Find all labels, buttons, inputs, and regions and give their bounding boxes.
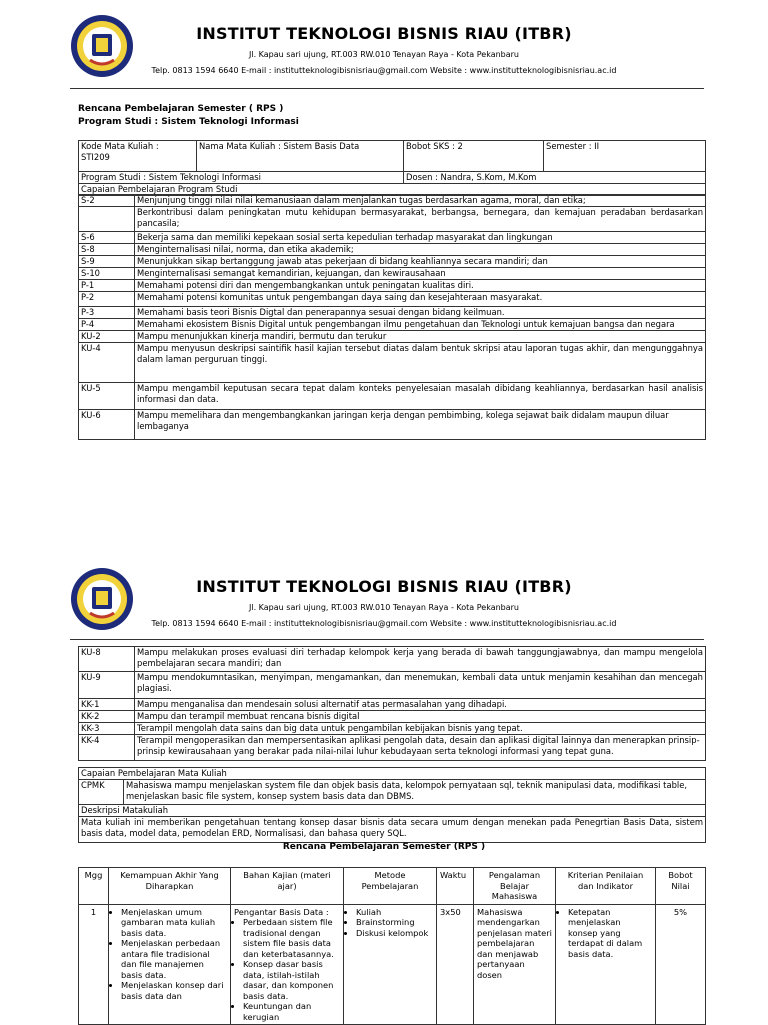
cpl-code: KU-2: [79, 331, 135, 343]
table-row: [79, 268, 706, 280]
table-row: [79, 331, 706, 343]
table-row: [79, 904, 706, 1025]
table-row: [79, 383, 706, 410]
col-pengalaman: Pengalaman Belajar Mahasiswa: [474, 868, 556, 905]
table-row: [79, 244, 706, 256]
bahan-item: • Keuntungan dan kerugian: [243, 1001, 340, 1022]
doc-program: Program Studi : Sistem Teknologi Informasi: [78, 117, 299, 127]
cpl-text: Memahami basis teori Bisnis Digtal dan penerapannya sesuai dengan bidang keilmuan.: [135, 307, 706, 319]
cpl-text: Terampil mengolah data sains dan big data untuk pengambilan kebijakan bisnis yang tepat.: [135, 723, 706, 735]
cpl-code: KU-6: [79, 410, 135, 440]
header-rule: [70, 639, 704, 640]
col-bahan: Bahan Kajian (materi ajar): [231, 868, 344, 905]
col-bobot: Bobot Nilai: [656, 868, 706, 905]
course-info-table: [78, 140, 706, 196]
table-row: [79, 256, 706, 268]
kemampuan-item: • Menjelaskan perbedaan antara file tradisional dan file manajemen basis data.: [121, 938, 227, 980]
bahan-item: • Konsep dasar basis data, istilah-istilah dasar, dan komponen basis data.: [243, 959, 340, 1001]
table-row: [79, 319, 706, 331]
col-metode: Metode Pembelajaran: [344, 868, 437, 905]
cpl-text: Bekerja sama dan memiliki kepekaan sosial serta kepedulian terhadap masyarakat dan lingkungan: [135, 232, 706, 244]
cpl-code: P-1: [79, 280, 135, 292]
bahan-cell: [231, 904, 344, 1025]
cpl-table-2: [78, 646, 706, 761]
cpmk-table: [78, 767, 706, 843]
cpl-code: [79, 207, 135, 232]
kemampuan-item: • Menjelaskan umum gambaran mata kuliah basis data.: [121, 907, 227, 939]
course-code-label: Kode Mata Kuliah :: [81, 141, 159, 151]
table-row: [79, 307, 706, 319]
institution-name: INSTITUT TEKNOLOGI BISNIS RIAU (ITBR): [196, 24, 572, 43]
metode-cell: [344, 904, 437, 1025]
cpl-code: KK-1: [79, 699, 135, 711]
cpl-text: Menunjukkan sikap bertanggung jawab atas pekerjaan di bidang keahliannya secara mandiri; dan: [135, 256, 706, 268]
table-row: [79, 195, 706, 207]
institution-contact: Telp. 0813 1594 6640 E-mail : institutteknologibisnisriau@gmail.com Website : www.institutteknologibisnisriau.ac.id: [151, 66, 617, 75]
col-waktu: Waktu: [437, 868, 474, 905]
week-number: 1: [79, 904, 109, 1025]
col-mgg: Mgg: [79, 868, 109, 905]
metode-item: • Kuliah: [356, 907, 433, 918]
cpl-code: S-2: [79, 195, 135, 207]
kemampuan-item: • Menjelaskan konsep dari basis data dan: [121, 980, 227, 1001]
cpl-text: Mampu melakukan proses evaluasi diri terhadap kelompok kerja yang berada di bawah tanggungjawabnya, dan mampu mengelola pembelajaran secara mandiri; dan: [135, 647, 706, 672]
cpl-text: Terampil mengoperasikan dan mempersentasikan aplikasi pengolah data, desain dan aplikasi digital lainnya dan menerapkan prinsip-prinsip kewirausahaan yang berakar pada nilai-nilai luhur kebudayaan serta teknologi informasi yang tepat guna.: [135, 735, 706, 761]
cpmk-code: CPMK: [79, 780, 124, 805]
cpl-code: S-6: [79, 232, 135, 244]
course-name: Nama Mata Kuliah : Sistem Basis Data: [197, 141, 404, 172]
cpl-text: Mampu menyusun deskripsi saintifik hasil kajian tersebut diatas dalam bentuk skripsi atau laporan tugas akhir, dan mengunggahnya dalam laman perguruan tinggi.: [135, 343, 706, 383]
course-prodi: Program Studi : Sistem Teknologi Informasi: [79, 172, 404, 184]
cpl-text: Berkontribusi dalam peningkatan mutu kehidupan bermasyarakat, berbangsa, bernegara, dan kemajuan peradaban berdasarkan pancasila;: [135, 207, 706, 232]
table-row: [79, 711, 706, 723]
table-row: [79, 343, 706, 383]
course-dosen: Dosen : Nandra, S.Kom, M.Kom: [404, 172, 706, 184]
bahan-item: • Perbedaan sistem file tradisional dengan sistem file basis data dan keterbatasannya.: [243, 917, 340, 959]
cpl-text: Menginternalisasi nilai, norma, dan etika akademik;: [135, 244, 706, 256]
cpl-code: KU-4: [79, 343, 135, 383]
cpl-text: Menjunjung tinggi nilai nilai kemanusiaan dalam menjalankan tugas berdasarkan agama, moral, dan etika;: [135, 195, 706, 207]
rps-table: [78, 867, 706, 1025]
letterhead-1: [0, 0, 768, 100]
cpl-code: KU-5: [79, 383, 135, 410]
waktu-cell: 3x50: [437, 904, 474, 1025]
table-row: [79, 699, 706, 711]
institution-address: Jl. Kapau sari ujung, RT.003 RW.010 Tenayan Raya - Kota Pekanbaru: [249, 50, 519, 59]
kriteria-cell: [556, 904, 656, 1025]
bobot-cell: 5%: [656, 904, 706, 1025]
cpl-text: Mampu menunjukkan kinerja mandiri, bermutu dan terukur: [135, 331, 706, 343]
kriteria-item: • Ketepatan menjelaskan konsep yang terdapat di dalam basis data.: [568, 907, 652, 960]
cpl-code: KU-8: [79, 647, 135, 672]
course-sks: Bobot SKS : 2: [404, 141, 544, 172]
pengalaman-cell: Mahasiswa mendengarkan penjelasan materi pembelajaran dan menjawab pertanyaan dosen: [474, 904, 556, 1025]
cpl-text: Mampu mendokumntasikan, menyimpan, mengamankan, dan menemukan, kembali data untuk menjamin kesahihan dan mencegah plagiasi.: [135, 672, 706, 699]
header-rule: [70, 88, 704, 89]
bahan-intro: Pengantar Basis Data :: [234, 906, 329, 917]
cpl-text: Memahami potensi diri dan mengembangkankan untuk peningatan kualitas diri.: [135, 280, 706, 292]
institution-address: Jl. Kapau sari ujung, RT.003 RW.010 Tenayan Raya - Kota Pekanbaru: [249, 603, 519, 612]
table-row: [79, 232, 706, 244]
table-row: [79, 410, 706, 440]
cpmk-heading: Capaian Pembelajaran Mata Kuliah: [79, 768, 706, 780]
institution-name: INSTITUT TEKNOLOGI BISNIS RIAU (ITBR): [196, 577, 572, 596]
course-semester: Semester : II: [544, 141, 706, 172]
metode-item: • Diskusi kelompok: [356, 928, 433, 939]
institution-contact: Telp. 0813 1594 6640 E-mail : institutteknologibisnisriau@gmail.com Website : www.institutteknologibisnisriau.ac.id: [151, 619, 617, 628]
col-kemampuan: Kemampuan Akhir Yang Diharapkan: [109, 868, 231, 905]
cpl-code: KK-3: [79, 723, 135, 735]
cpl-code: KK-2: [79, 711, 135, 723]
cpl-text: Memahami ekosistem Bisnis Digital untuk pengembangan ilmu pengetahuan dan Teknologi untuk kemajuan bangsa dan negara: [135, 319, 706, 331]
table-row: [79, 672, 706, 699]
cpl-text: Memahami potensi komunitas untuk pengembangan daya saing dan kesejahteraan masyarakat.: [135, 292, 706, 307]
cpl-code: KU-9: [79, 672, 135, 699]
table-row: [79, 735, 706, 761]
cpl-heading: Capaian Pembelajaran Program Studi: [79, 184, 706, 196]
cpl-text: Mampu memelihara dan mengembangkankan jaringan kerja dengan pembimbing, kolega sejawat baik didalam maupun diluar lembaganya: [135, 410, 706, 440]
cpl-code: P-4: [79, 319, 135, 331]
table-row: [79, 647, 706, 672]
deskripsi-heading: Deskripsi Matakuliah: [79, 805, 706, 817]
cpl-text: Mampu menganalisa dan mendesain solusi alternatif atas permasalahan yang dihadapi.: [135, 699, 706, 711]
cpl-table-1: [78, 194, 706, 440]
cpmk-text: Mahasiswa mampu menjelaskan system file dan objek basis data, kelompok pernyataan sql, teknik manipulasi data, modifikasi table, menjelaskan basic file system, konsep system basis data dan DBMS.: [124, 780, 706, 805]
cpl-code: P-2: [79, 292, 135, 307]
course-code-cell: [79, 141, 197, 172]
cpl-text: Mampu mengambil keputusan secara tepat dalam konteks penyelesaian masalah dibidang keahliannya, berdasarkan hasil analisis informasi dan data.: [135, 383, 706, 410]
doc-title: Rencana Pembelajaran Semester ( RPS ): [78, 104, 284, 114]
rps-title: Rencana Pembelajaran Semester (RPS ): [282, 842, 486, 852]
deskripsi-text: Mata kuliah ini memberikan pengetahuan tentang konsep dasar bisnis data secara umum dengan menekan pada Penegrtian Basis Data, sistem basis data, model data, pemodelan ERD, Normalisasi, dan bahasa query SQL.: [79, 817, 706, 843]
course-code-value: STI209: [81, 152, 110, 162]
table-row: [79, 207, 706, 232]
letterhead-2: [0, 553, 768, 653]
metode-item: • Brainstorming: [356, 917, 433, 928]
cpl-code: S-9: [79, 256, 135, 268]
cpl-code: KK-4: [79, 735, 135, 761]
cpl-code: S-10: [79, 268, 135, 280]
cpl-text: Menginternalisasi semangat kemandirian, kejuangan, dan kewirausahaan: [135, 268, 706, 280]
table-row: [79, 280, 706, 292]
cpl-code: P-3: [79, 307, 135, 319]
rps-header-row: [79, 868, 706, 905]
table-row: [79, 292, 706, 307]
cpl-text: Mampu dan terampil membuat rencana bisnis digital: [135, 711, 706, 723]
cpl-code: S-8: [79, 244, 135, 256]
table-row: [79, 723, 706, 735]
kemampuan-cell: [109, 904, 231, 1025]
col-kriteria: Kriterian Penilaian dan Indikator: [556, 868, 656, 905]
